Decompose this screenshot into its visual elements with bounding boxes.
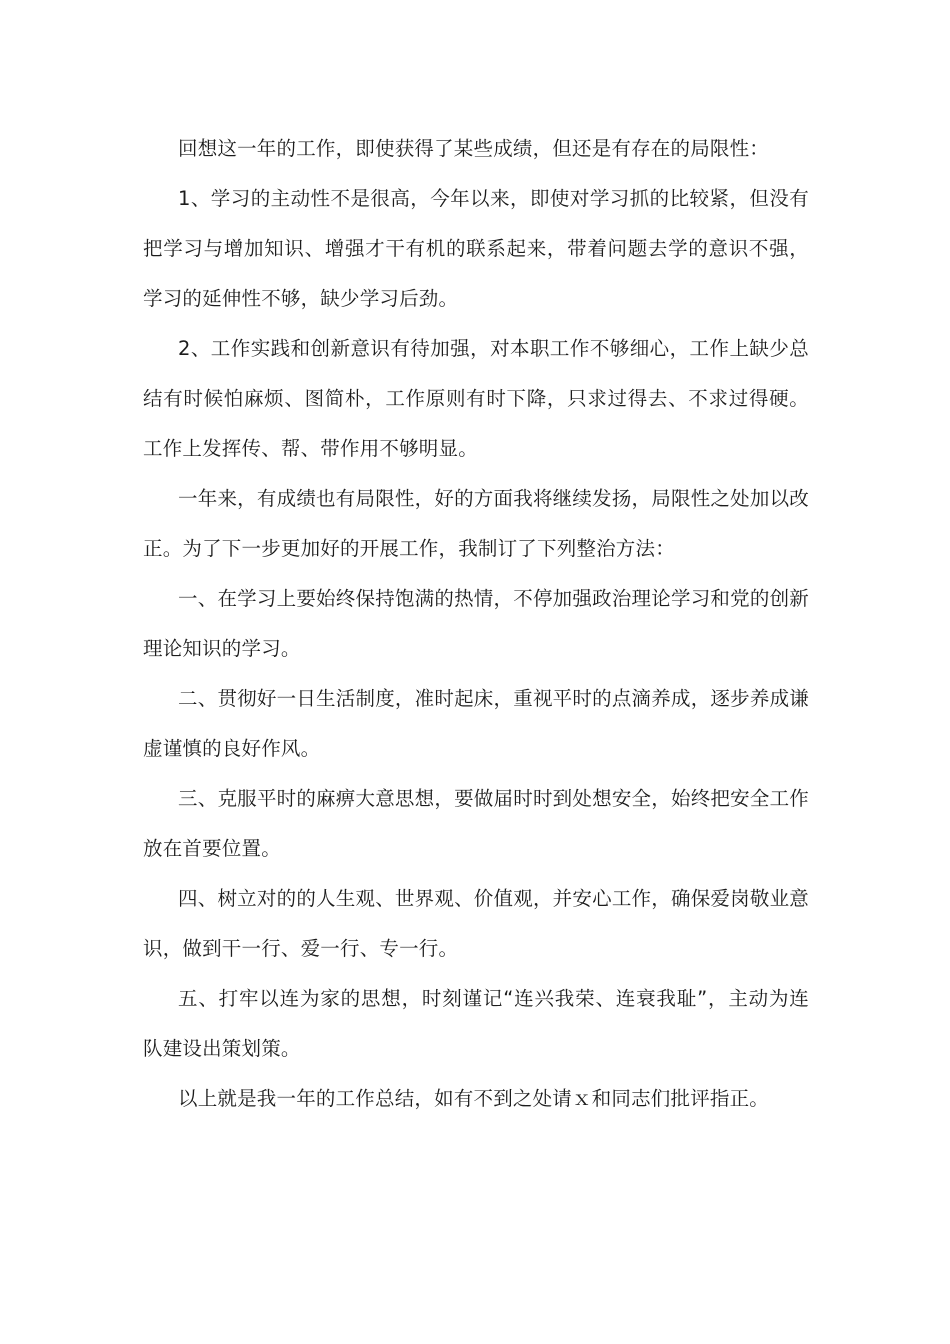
paragraph-measure-4: 四、树立对的的人生观、世界观、价值观，并安心工作，确保爱岗敬业意识，做到干一行、爱一行、专一行。	[143, 887, 809, 960]
paragraph-point-1: 1、学习的主动性不是很高，今年以来，即使对学习抓的比较紧，但没有把学习与增加知识、增强才干有机的联系起来，带着问题去学的意识不强，学习的延伸性不够，缺少学习后劲。	[143, 187, 809, 310]
paragraph-measure-2: 二、贯彻好一日生活制度，准时起床，重视平时的点滴养成，逐步养成谦虚谨慎的良好作风。	[143, 687, 809, 760]
paragraph-measure-3: 三、克服平时的麻痹大意思想，要做届时时到处想安全，始终把安全工作放在首要位置。	[143, 787, 809, 860]
paragraph-measure-5: 五、打牢以连为家的思想，时刻谨记“连兴我荣、连衰我耻”，主动为连队建设出策划策。	[143, 987, 809, 1060]
paragraph-closing: 以上就是我一年的工作总结，如有不到之处请ｘ和同志们批评指正。	[178, 1087, 770, 1110]
paragraph-remedy-intro: 一年来，有成绩也有局限性，好的方面我将继续发扬，局限性之处加以改正。为了下一步更加好的开展工作，我制订了下列整治方法：	[143, 487, 809, 560]
paragraph-point-2: 2、工作实践和创新意识有待加强，对本职工作不够细心，工作上缺少总结有时候怕麻烦、图简朴，工作原则有时下降，只求过得去、不求过得硬。工作上发挥传、帮、带作用不够明显。	[143, 337, 809, 460]
paragraph-limitations-intro: 回想这一年的工作，即使获得了某些成绩，但还是有存在的局限性：	[178, 137, 770, 160]
paragraph-measure-1: 一、在学习上要始终保持饱满的热情，不停加强政治理论学习和党的创新理论知识的学习。	[143, 587, 809, 660]
document-body	[143, 124, 809, 1124]
